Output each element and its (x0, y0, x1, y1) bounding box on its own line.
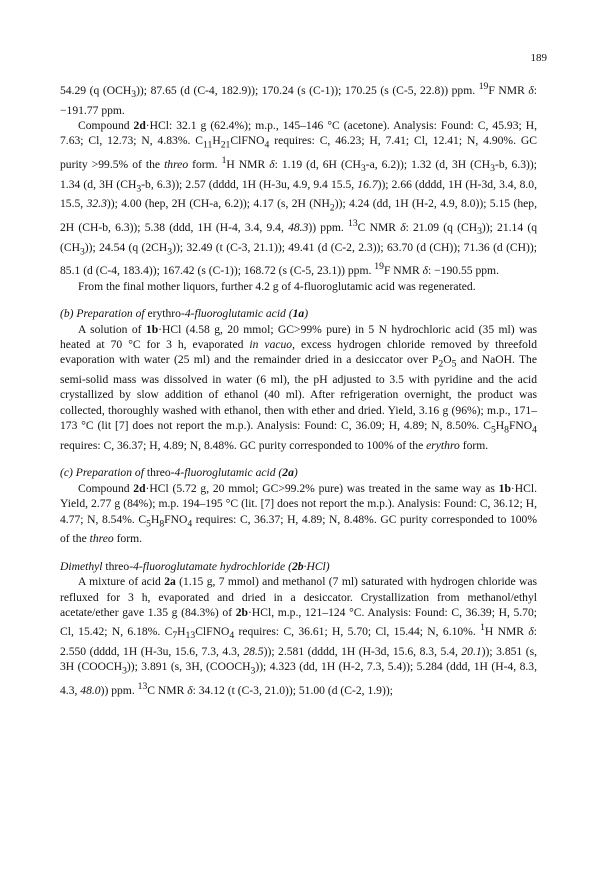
paragraph: 54.29 (q $(OCH_3)$); 87.65 (d (C-4, 182.9)); 170.24 (s (C-1)); 170.25 (s (C-5, 22.8)) ppm. $^{19}$F NMR δ: −191.77 ppm. (60, 81, 538, 117)
paragraph: A solution of 1b·HCl (4.58 g, 20 mmol; GC>99% pure) in 5 N hydrochloric acid (35 ml) was heated at 70 °C for 3 h, evaporated in vacuo, excess hydrogen chloride removed by threefold evaporation with water (25 ml) and the remainder dried in a desiccator over $P_2O_5$ and NaOH. The semi-solid mass was dissolved in water (6 ml), the pH adjusted to 3.5 with pyridine and the acid crystallized by slow addition of ethanol (40 ml). After refrigeration overnight, the product was collected, thoroughly washed with ethanol, then with ether and dried. Yield, 3.16 g (96%); m.p., 171–173 °C (lit [7] does not report the m.p.). Analysis: Found: C, 36.09; H, 4.89; N, 8.50%. $C_5H_8FNO_4$ requires: C, 36.37; H, 4.89; N, 8.48%. GC purity corresponded to 100% of the erythro form. (60, 322, 537, 452)
spacer (60, 294, 537, 306)
section-heading: Dimethyl threo-4-fluoroglutamate hydrochloride (2b·HCl) (60, 559, 330, 573)
section-heading: (c) Preparation of threo-4-fluoroglutamic acid (2a) (60, 466, 298, 480)
body-text (60, 79, 537, 698)
page-number: 189 (530, 52, 547, 64)
paragraph: Compound 2d·HCl: 32.1 g (62.4%); m.p., 145–146 °C (acetone). Analysis: Found: C, 45.93; H, 7.63; Cl, 12.73; N, 4.83%. $C_{11}H_{21}ClFNO_4$ requires: C, 46.23; H, 7.41; Cl, 12.41; N, 4.90%. GC purity >99.5% of the threo form. $^1$H NMR δ: 1.19 (d, 6H ($CH_3-a$, 6.2)); 1.32 (d, 3H ($CH_3-b$, 6.3)); 1.34 (d, 3H ($CH_3-b$, 6.3)); 2.57 (dddd, 1H (H-3u, 4.9, 9.4 15.5, 16.7)); 2.66 (dddd, 1H (H-3d, 3.4, 8.0, 15.5, 32.3)); 4.00 (hep, 2H (CH-a, 6.2)); 4.17 (s, 2H $(NH_2)$); 4.24 (dd, 1H (H-2, 4.9, 8.0)); 5.15 (hep, 2H (CH-b, 6.3)); 5.38 (ddd, 1H (H-4, 3.4, 9.4, 48.3)) ppm. $^{13}$C NMR δ: 21.09 (q $(CH_3)$); 21.14 (q $(CH_3)$); 24.54 (q $(2CH_3)$); 32.49 (t (C-3, 21.1)); 49.41 (d (C-2, 2.3)); 63.70 (d (CH)); 71.36 (d (CH)); 85.1 (d (C-4, 183.4)); 167.42 (s (C-1)); 168.72 (s (C-5, 23.1)) ppm. $^{19}$F NMR δ: −190.55 ppm. (60, 118, 537, 278)
paragraph: From the final mother liquors, further 4.2 g of 4-fluoroglutamic acid was regenerated. (78, 279, 476, 293)
spacer (60, 547, 537, 559)
section-heading: (b) Preparation of erythro-4-fluoroglutamic acid (1a) (60, 307, 309, 321)
spacer (60, 453, 537, 465)
paragraph: A mixture of acid 2a (1.15 g, 7 mmol) and methanol (7 ml) saturated with hydrogen chloride was refluxed for 3 h, evaporated and dried in a desiccator. Crystallization from methanol/ethyl acetate/ether gave 1.35 g (84.3%) of 2b·HCl, m.p., 121–124 °C. Analysis: Found: C, 36.39; H, 5.70; Cl, 15.42; N, 6.18%. $C_7H_{13}ClFNO_4$ requires: C, 36.61; H, 5.70; Cl, 15.44; N, 6.10%. $^1$H NMR δ: 2.550 (dddd, 1H (H-3u, 15.6, 7.3, 4.3, 28.5)); 2.581 (dddd, 1H (H-3d, 15.6, 8.3, 5.4, 20.1)); 3.851 (s, 3H $(COOCH_3)$); 3.891 (s, 3H, $(COOCH_3)$); 4.323 (dd, 1H (H-2, 7.3, 5.4)); 5.284 (ddd, 1H (H-4, 8.3, 4.3, 48.0)) ppm. $^{13}$C NMR δ: 34.12 (t (C-3, 21.0)); 51.00 (d (C-2, 1.9)); (60, 575, 537, 697)
paragraph: Compound 2d·HCl (5.72 g, 20 mmol; GC>99.2% pure) was treated in the same way as 1b·HCl. Yield, 2.77 g (84%); m.p. 194–195 °C (lit. [7] does not report the m.p.). Analysis: Found: C, 36.12; H, 4.77; N, 8.54%. $C_5H_8FNO_4$ requires: C, 36.37; H, 4.89; N, 8.48%. GC purity corresponded to 100% of the threo form. (60, 481, 537, 546)
